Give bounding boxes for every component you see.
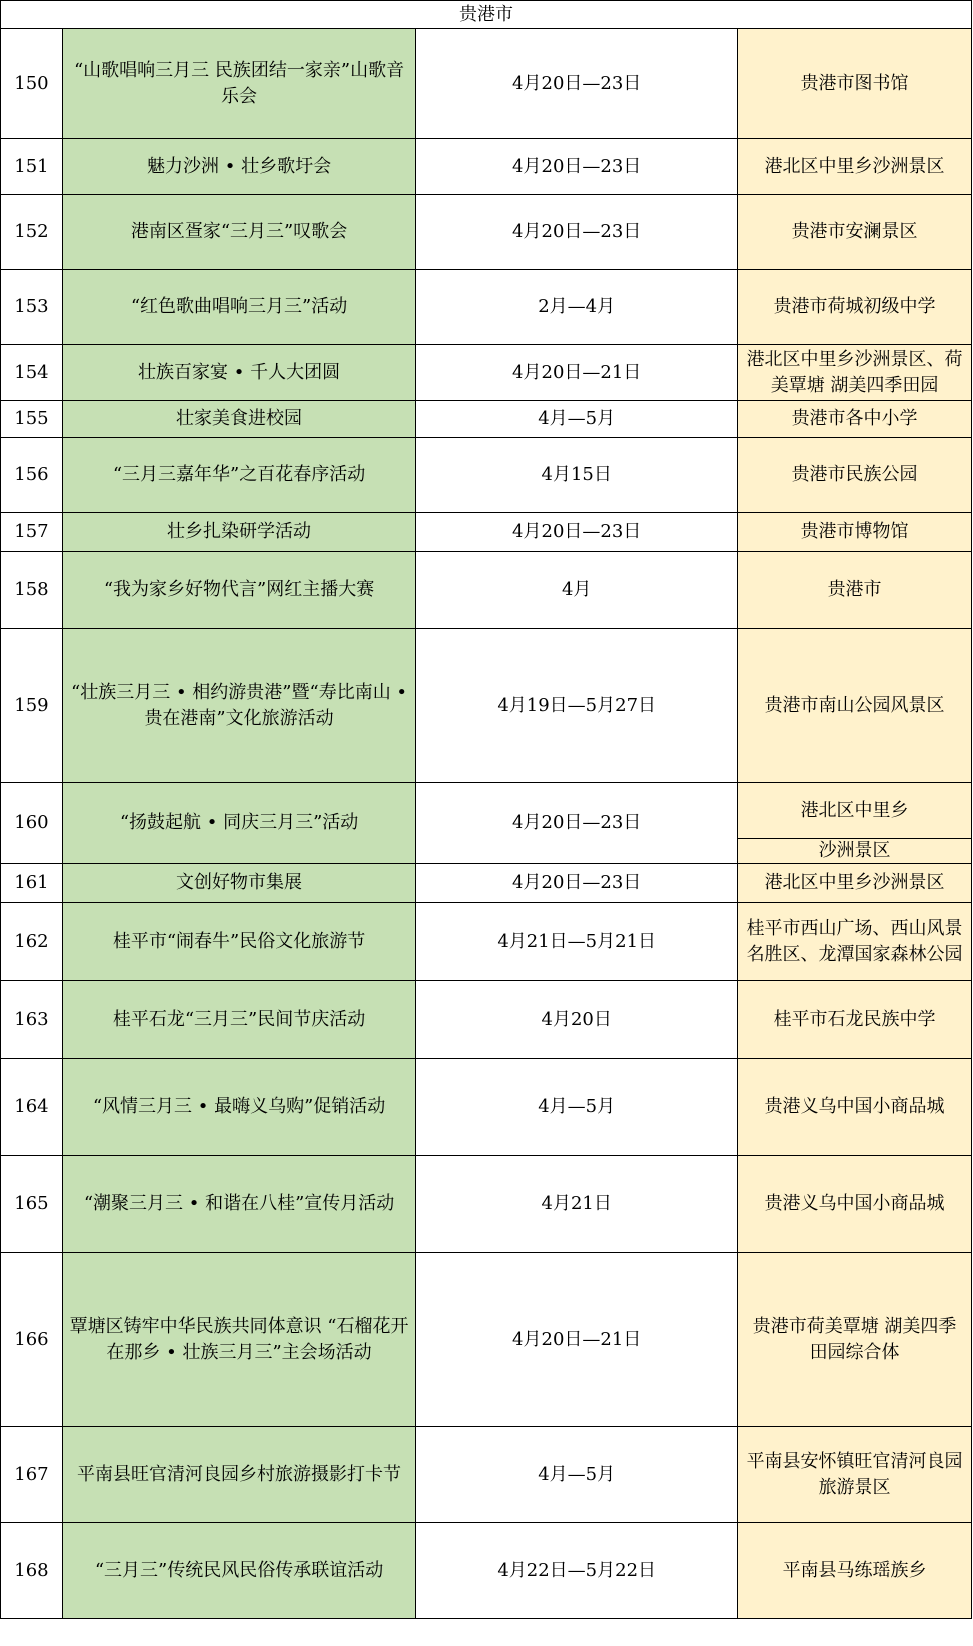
- table-row: [1, 1523, 972, 1619]
- row-number: 163: [1, 981, 63, 1059]
- activity-location: 贵港义乌中国小商品城: [738, 1156, 972, 1253]
- activity-date: 4月20日—23日: [416, 864, 738, 903]
- activity-location: 桂平市西山广场、西山风景名胜区、龙潭国家森林公园: [738, 903, 972, 981]
- table-row: [1, 345, 972, 401]
- table-row: [1, 195, 972, 270]
- activity-name: “山歌唱响三月三 民族团结一家亲”山歌音乐会: [62, 29, 415, 139]
- activity-location: [738, 783, 972, 864]
- table-row: [1, 29, 972, 139]
- row-number: 167: [1, 1427, 63, 1523]
- table-row: [1, 981, 972, 1059]
- table-row: [1, 1156, 972, 1253]
- table-row: [1, 1427, 972, 1523]
- activity-date: 4月19日—5月27日: [416, 629, 738, 783]
- activity-location-text: 港北区中里乡沙洲景区、荷美覃塘 湖美四季田园: [746, 348, 963, 396]
- activity-location: 平南县安怀镇旺官清河良园旅游景区: [738, 1427, 972, 1523]
- table-row: [1, 552, 972, 629]
- activity-date: 4月—5月: [416, 1059, 738, 1156]
- activity-location: 贵港市图书馆: [738, 29, 972, 139]
- activity-date: 4月20日—23日: [416, 139, 738, 195]
- activity-location: 贵港市各中小学: [738, 401, 972, 438]
- activity-date: 4月20日—23日: [416, 195, 738, 270]
- table-title: 贵港市: [1, 1, 972, 29]
- activity-location: [738, 345, 972, 401]
- row-number: 162: [1, 903, 63, 981]
- activity-name: “三月三”传统民风民俗传承联谊活动: [62, 1523, 415, 1619]
- activity-name: 桂平市“闹春牛”民俗文化旅游节: [62, 903, 415, 981]
- activity-name: “风情三月三 • 最嗨义乌购”促销活动: [62, 1059, 415, 1156]
- activity-location: 贵港市安澜景区: [738, 195, 972, 270]
- row-number: 165: [1, 1156, 63, 1253]
- activity-location: 桂平市石龙民族中学: [738, 981, 972, 1059]
- activity-date: 4月21日: [416, 1156, 738, 1253]
- table-row: [1, 438, 972, 513]
- row-number: 164: [1, 1059, 63, 1156]
- activity-location: 贵港市荷美覃塘 湖美四季田园综合体: [738, 1253, 972, 1427]
- activity-date: 4月—5月: [416, 401, 738, 438]
- table-row: [1, 783, 972, 864]
- table-row: [1, 139, 972, 195]
- activity-location: 贵港义乌中国小商品城: [738, 1059, 972, 1156]
- table-row: [1, 864, 972, 903]
- table-row: [1, 270, 972, 345]
- activity-name: 壮族百家宴 • 千人大团圆: [62, 345, 415, 401]
- activity-date: 4月20日—23日: [416, 783, 738, 864]
- activity-name: 壮乡扎染研学活动: [62, 513, 415, 552]
- activity-location: 贵港市南山公园风景区: [738, 629, 972, 783]
- activity-name: “扬鼓起航 • 同庆三月三”活动: [62, 783, 415, 864]
- row-number: 154: [1, 345, 63, 401]
- activity-name: “潮聚三月三 • 和谐在八桂”宣传月活动: [62, 1156, 415, 1253]
- activity-location: 平南县马练瑶族乡: [738, 1523, 972, 1619]
- row-number: 150: [1, 29, 63, 139]
- row-number: 152: [1, 195, 63, 270]
- activity-name: 文创好物市集展: [62, 864, 415, 903]
- row-number: 155: [1, 401, 63, 438]
- activity-location: 贵港市: [738, 552, 972, 629]
- activity-name: 覃塘区铸牢中华民族共同体意识 “石榴花开在那乡 • 壮族三月三”主会场活动: [62, 1253, 415, 1427]
- activity-location-line: 港北区中里乡: [738, 783, 971, 839]
- table-row: [1, 1253, 972, 1427]
- row-number: 160: [1, 783, 63, 864]
- row-number: 168: [1, 1523, 63, 1619]
- activity-name: “壮族三月三 • 相约游贵港”暨“寿比南山 • 贵在港南”文化旅游活动: [62, 629, 415, 783]
- activity-date: 4月20日—23日: [416, 29, 738, 139]
- row-number: 166: [1, 1253, 63, 1427]
- row-number: 151: [1, 139, 63, 195]
- row-number: 153: [1, 270, 63, 345]
- row-number: 157: [1, 513, 63, 552]
- activity-location: 贵港市荷城初级中学: [738, 270, 972, 345]
- table-row: [1, 401, 972, 438]
- activity-date: 4月15日: [416, 438, 738, 513]
- row-number: 159: [1, 629, 63, 783]
- table-row: [1, 1059, 972, 1156]
- row-number: 156: [1, 438, 63, 513]
- activity-location-line: 沙洲景区: [818, 840, 891, 861]
- row-number: 158: [1, 552, 63, 629]
- activity-name: 港南区疍家“三月三”叹歌会: [62, 195, 415, 270]
- activity-date: 4月21日—5月21日: [416, 903, 738, 981]
- activity-name: “三月三嘉年华”之百花春序活动: [62, 438, 415, 513]
- activity-location: 港北区中里乡沙洲景区: [738, 139, 972, 195]
- activity-name: 平南县旺官清河良园乡村旅游摄影打卡节: [62, 1427, 415, 1523]
- activity-date: 4月20日—23日: [416, 513, 738, 552]
- activity-location: 港北区中里乡沙洲景区: [738, 864, 972, 903]
- activity-date: 4月22日—5月22日: [416, 1523, 738, 1619]
- table-row: [1, 513, 972, 552]
- activity-date: 4月—5月: [416, 1427, 738, 1523]
- activity-location: 贵港市民族公园: [738, 438, 972, 513]
- activity-name: 魅力沙洲 • 壮乡歌圩会: [62, 139, 415, 195]
- table-row: [1, 903, 972, 981]
- activity-date: 2月—4月: [416, 270, 738, 345]
- activity-name: “红色歌曲唱响三月三”活动: [62, 270, 415, 345]
- table-header-row: [1, 1, 972, 29]
- activity-name: “我为家乡好物代言”网红主播大赛: [62, 552, 415, 629]
- row-number: 161: [1, 864, 63, 903]
- activity-date: 4月: [416, 552, 738, 629]
- table-row: [1, 629, 972, 783]
- activity-date: 4月20日—21日: [416, 345, 738, 401]
- activity-name: 桂平石龙“三月三”民间节庆活动: [62, 981, 415, 1059]
- activity-name: 壮家美食进校园: [62, 401, 415, 438]
- activity-date: 4月20日: [416, 981, 738, 1059]
- activity-location: 贵港市博物馆: [738, 513, 972, 552]
- activity-date: 4月20日—21日: [416, 1253, 738, 1427]
